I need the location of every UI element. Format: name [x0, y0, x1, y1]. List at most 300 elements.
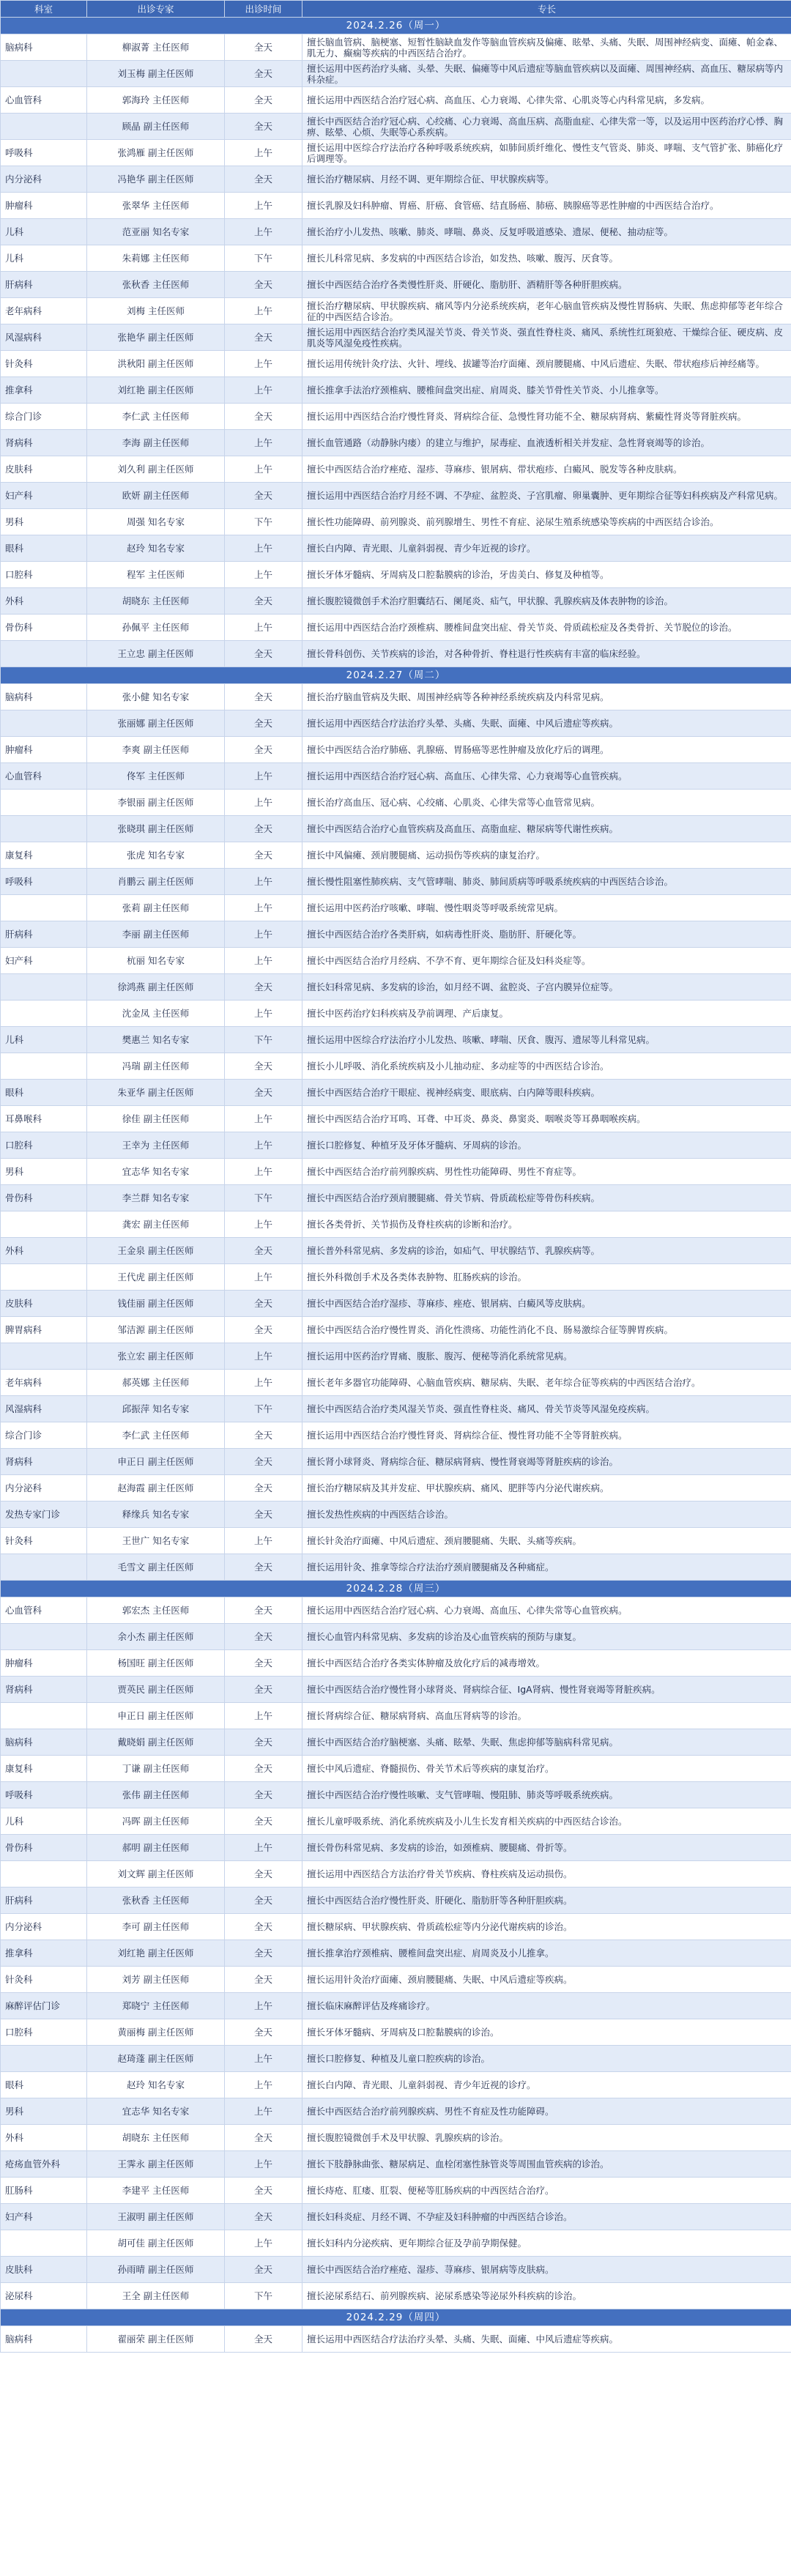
doctor-cell: 李爽 副主任医师	[87, 737, 225, 763]
time-cell: 上午	[225, 921, 302, 948]
specialty-cell: 擅长运用中西医结合疗法治疗头晕、头痛、失眠、面瘫、中风后遗症等疾病。	[302, 2326, 791, 2353]
schedule-row	[1, 1756, 791, 1782]
specialty-cell: 擅长运用中西医结合治疗月经不调、不孕症、盆腔炎、子宫肌瘤、卵巢囊肿、更年期综合征等妇科疾病及产科常见病。	[302, 483, 791, 509]
schedule-row	[1, 737, 791, 763]
schedule-row	[1, 377, 791, 404]
specialty-cell: 擅长中西医结合治疗干眼症、视神经病变、眼底病、白内障等眼科疾病。	[302, 1080, 791, 1106]
time-cell: 上午	[225, 1703, 302, 1729]
dept-cell: 肿瘤科	[1, 737, 87, 763]
time-cell: 上午	[225, 456, 302, 483]
dept-cell: 口腔科	[1, 562, 87, 588]
doctor-cell: 王幸为 主任医师	[87, 1132, 225, 1159]
doctor-cell: 宜志华 知名专家	[87, 2098, 225, 2125]
specialty-cell: 擅长中风后遗症、脊髓损伤、骨关节术后等疾病的康复治疗。	[302, 1756, 791, 1782]
time-cell: 上午	[225, 562, 302, 588]
doctor-cell: 孙佩平 主任医师	[87, 615, 225, 641]
doctor-cell: 朱莉娜 主任医师	[87, 245, 225, 272]
specialty-cell: 擅长中西医结合治疗慢性肝炎、肝硬化、脂肪肝等各种肝胆疾病。	[302, 1888, 791, 1914]
schedule-row	[1, 1396, 791, 1422]
schedule-row	[1, 1291, 791, 1317]
doctor-cell: 肖鹏云 副主任医师	[87, 869, 225, 895]
dept-cell: 耳鼻喉科	[1, 1106, 87, 1132]
schedule-row	[1, 140, 791, 166]
dept-cell: 推拿科	[1, 377, 87, 404]
doctor-cell: 张鸿雁 副主任医师	[87, 140, 225, 166]
specialty-cell: 擅长治疗小儿发热、咳嗽、肺炎、哮喘、鼻炎、反复呼吸道感染、遗尿、便秘、抽动症等。	[302, 219, 791, 245]
doctor-cell: 冯艳华 副主任医师	[87, 166, 225, 193]
time-cell: 全天	[225, 1729, 302, 1756]
time-cell: 上午	[225, 1159, 302, 1185]
specialty-cell: 擅长运用中西医结合治疗冠心病、高血压、心律失常、心力衰竭等心血管疾病。	[302, 763, 791, 790]
schedule-body	[1, 18, 791, 2353]
schedule-row	[1, 895, 791, 921]
doctor-cell: 戴晓娟 副主任医师	[87, 1729, 225, 1756]
time-cell: 全天	[225, 588, 302, 615]
time-cell: 上午	[225, 763, 302, 790]
schedule-row	[1, 1317, 791, 1343]
specialty-cell: 擅长中西医结合治疗肺癌、乳腺癌、胃肠癌等恶性肿瘤及放化疗后的调理。	[302, 737, 791, 763]
specialty-cell: 擅长中西医结合治疗痤疮、湿疹、荨麻疹、银屑病等皮肤病。	[302, 2257, 791, 2283]
dept-cell	[1, 1001, 87, 1027]
schedule-row	[1, 1159, 791, 1185]
dept-cell: 肾病科	[1, 430, 87, 456]
dept-cell: 呼吸科	[1, 869, 87, 895]
date-label: 2024.2.29（周四）	[1, 2309, 791, 2326]
dept-cell: 肛肠科	[1, 2178, 87, 2204]
time-cell: 全天	[225, 2257, 302, 2283]
doctor-cell: 范亚丽 知名专家	[87, 219, 225, 245]
dept-cell: 皮肤科	[1, 456, 87, 483]
time-cell: 全天	[225, 1677, 302, 1703]
dept-cell: 肿瘤科	[1, 193, 87, 219]
time-cell: 全天	[225, 1756, 302, 1782]
time-cell: 全天	[225, 1449, 302, 1475]
time-cell: 全天	[225, 974, 302, 1001]
time-cell: 全天	[225, 1650, 302, 1677]
specialty-cell: 擅长中西医结合治疗类风湿关节炎、强直性脊柱炎、痛风、骨关节炎等风湿免疫疾病。	[302, 1396, 791, 1422]
specialty-cell: 擅长临床麻醉评估及疼痛诊疗。	[302, 1993, 791, 2019]
doctor-cell: 丁谦 副主任医师	[87, 1756, 225, 1782]
specialty-cell: 擅长骨伤科常见病、多发病的诊治，如颈椎病、腰腿痛、骨折等。	[302, 1835, 791, 1861]
time-cell: 上午	[225, 1343, 302, 1370]
doctor-cell: 孙雨晴 副主任医师	[87, 2257, 225, 2283]
dept-cell	[1, 61, 87, 87]
specialty-cell: 擅长乳腺及妇科肿瘤、胃癌、肝癌、食管癌、结直肠癌、肺癌、胰腺癌等恶性肿瘤的中西医结合治疗。	[302, 193, 791, 219]
time-cell: 全天	[225, 1914, 302, 1940]
time-cell: 全天	[225, 2019, 302, 2046]
time-cell: 上午	[225, 615, 302, 641]
dept-cell: 针灸科	[1, 1967, 87, 1993]
schedule-row	[1, 1027, 791, 1053]
doctor-cell: 赵玲 知名专家	[87, 535, 225, 562]
schedule-row	[1, 2072, 791, 2098]
doctor-cell: 李丽 副主任医师	[87, 921, 225, 948]
doctor-cell: 宜志华 知名专家	[87, 1159, 225, 1185]
specialty-cell: 擅长中西医结合治疗前列腺疾病、男性性功能障碍、男性不育症等。	[302, 1159, 791, 1185]
doctor-cell: 张伟 副主任医师	[87, 1782, 225, 1808]
schedule-row	[1, 2230, 791, 2257]
schedule-row	[1, 1967, 791, 1993]
schedule-row	[1, 2098, 791, 2125]
time-cell: 全天	[225, 1861, 302, 1888]
schedule-row	[1, 1211, 791, 1238]
specialty-cell: 擅长中西医结合治疗冠心病、心绞痛、心力衰竭、高血压病、高脂血症、心律失常一等，以及运用中医药治疗心悸、胸痹、眩晕、心烦、失眠等心系疾病。	[302, 114, 791, 140]
specialty-cell: 擅长痔疮、肛瘘、肛裂、便秘等肛肠疾病的中西医结合治疗。	[302, 2178, 791, 2204]
time-cell: 全天	[225, 404, 302, 430]
specialty-cell: 擅长治疗糖尿病、月经不调、更年期综合征、甲状腺疾病等。	[302, 166, 791, 193]
schedule-row	[1, 1053, 791, 1080]
doctor-cell: 郭海玲 主任医师	[87, 87, 225, 114]
specialty-cell: 擅长下肢静脉曲张、糖尿病足、血栓闭塞性脉管炎等周围血管疾病的诊治。	[302, 2151, 791, 2178]
doctor-cell: 郑晓宁 主任医师	[87, 1993, 225, 2019]
schedule-row	[1, 87, 791, 114]
doctor-cell: 张虎 知名专家	[87, 842, 225, 869]
specialty-cell: 擅长中西医结合治疗慢性胃炎、消化性溃疡、功能性消化不良、肠易激综合征等脾胃疾病。	[302, 1317, 791, 1343]
schedule-row	[1, 948, 791, 974]
time-cell: 上午	[225, 377, 302, 404]
schedule-row	[1, 404, 791, 430]
schedule-row	[1, 34, 791, 61]
time-cell: 上午	[225, 1528, 302, 1554]
schedule-row	[1, 1597, 791, 1624]
dept-cell: 综合门诊	[1, 1422, 87, 1449]
dept-cell: 麻醉评估门诊	[1, 1993, 87, 2019]
doctor-cell: 郝明 副主任医师	[87, 1835, 225, 1861]
specialty-cell: 擅长外科微创手术及各类体表肿物、肛肠疾病的诊治。	[302, 1264, 791, 1291]
doctor-cell: 刘久利 副主任医师	[87, 456, 225, 483]
doctor-cell: 李仁武 主任医师	[87, 1422, 225, 1449]
time-cell: 全天	[225, 1317, 302, 1343]
specialty-cell: 擅长运用针灸治疗面瘫、颈肩腰腿痛、失眠、中风后遗症等疾病。	[302, 1967, 791, 1993]
doctor-cell: 杨国旺 副主任医师	[87, 1650, 225, 1677]
specialty-cell: 擅长运用中西医结合治疗冠心病、高血压、心力衰竭、心律失常、心肌炎等心内科常见病，多发病。	[302, 87, 791, 114]
dept-cell	[1, 1554, 87, 1581]
date-row	[1, 2309, 791, 2326]
time-cell: 全天	[225, 87, 302, 114]
schedule-row	[1, 324, 791, 351]
doctor-cell: 洪秋阳 副主任医师	[87, 351, 225, 377]
doctor-cell: 张秋香 主任医师	[87, 272, 225, 298]
schedule-row	[1, 535, 791, 562]
specialty-cell: 擅长运用中西医结合治疗冠心病、心力衰竭、高血压、心律失常等心血管疾病。	[302, 1597, 791, 1624]
specialty-cell: 擅长运用中西医结合疗法治疗头晕、头痛、失眠、面瘫、中风后遗症等疾病。	[302, 710, 791, 737]
time-cell: 全天	[225, 816, 302, 842]
specialty-cell: 擅长推拿手法治疗颈椎病、腰椎间盘突出症、肩周炎、膝关节骨性关节炎、小儿推拿等。	[302, 377, 791, 404]
time-cell: 上午	[225, 140, 302, 166]
schedule-row	[1, 588, 791, 615]
schedule-row	[1, 2178, 791, 2204]
dept-cell	[1, 1053, 87, 1080]
dept-cell: 老年病科	[1, 1370, 87, 1396]
schedule-row	[1, 1914, 791, 1940]
doctor-cell: 赵琦蓬 副主任医师	[87, 2046, 225, 2072]
time-cell: 全天	[225, 1597, 302, 1624]
time-cell: 全天	[225, 1291, 302, 1317]
time-cell: 全天	[225, 842, 302, 869]
specialty-cell: 擅长糖尿病、甲状腺疾病、骨质疏松症等内分泌代谢疾病的诊治。	[302, 1914, 791, 1940]
specialty-cell: 擅长血管通路（动静脉内瘘）的建立与维护，尿毒症、血液透析相关并发症、急性肾衰竭等的诊治。	[302, 430, 791, 456]
schedule-row	[1, 2204, 791, 2230]
time-cell: 全天	[225, 1888, 302, 1914]
dept-cell: 脑病科	[1, 34, 87, 61]
time-cell: 上午	[225, 948, 302, 974]
dept-cell	[1, 1211, 87, 1238]
dept-cell: 妇产科	[1, 483, 87, 509]
specialty-cell: 擅长中西医结合治疗各类慢性肝炎、肝硬化、脂肪肝、酒精肝等各种肝胆疾病。	[302, 272, 791, 298]
specialty-cell: 擅长运用中西医结合方法治疗骨关节疾病、脊柱疾病及运动损伤。	[302, 1861, 791, 1888]
doctor-cell: 朱亚华 副主任医师	[87, 1080, 225, 1106]
specialty-cell: 擅长中风偏瘫、颈肩腰腿痛、运动损伤等疾病的康复治疗。	[302, 842, 791, 869]
doctor-cell: 王世广 知名专家	[87, 1528, 225, 1554]
specialty-cell: 擅长中西医结合治疗各类肝病，如病毒性肝炎、脂肪肝、肝硬化等。	[302, 921, 791, 948]
dept-cell: 康复科	[1, 1756, 87, 1782]
doctor-cell: 张丽娜 副主任医师	[87, 710, 225, 737]
doctor-cell: 李兰群 知名专家	[87, 1185, 225, 1211]
time-cell: 全天	[225, 1808, 302, 1835]
specialty-cell: 擅长运用中西医结合治疗慢性肾炎、肾病综合征、慢性肾功能不全等肾脏疾病。	[302, 1422, 791, 1449]
time-cell: 全天	[225, 34, 302, 61]
schedule-row	[1, 615, 791, 641]
time-cell: 上午	[225, 430, 302, 456]
doctor-cell: 张秋香 主任医师	[87, 1888, 225, 1914]
time-cell: 下午	[225, 1185, 302, 1211]
dept-cell: 眼科	[1, 535, 87, 562]
time-cell: 下午	[225, 509, 302, 535]
time-cell: 全天	[225, 684, 302, 710]
dept-cell: 外科	[1, 588, 87, 615]
time-cell: 下午	[225, 245, 302, 272]
specialty-cell: 擅长腹腔镜微创手术治疗胆囊结石、阑尾炎、疝气，甲状腺、乳腺疾病及体表肿物的诊治。	[302, 588, 791, 615]
specialty-cell: 擅长中西医结合治疗前列腺疾病、男性不育症及性功能障碍。	[302, 2098, 791, 2125]
schedule-row	[1, 351, 791, 377]
schedule-row	[1, 1888, 791, 1914]
schedule-row	[1, 1808, 791, 1835]
specialty-cell: 擅长运用中医药治疗咳嗽、哮喘、慢性咽炎等呼吸系统常见病。	[302, 895, 791, 921]
doctor-cell: 胡可佳 副主任医师	[87, 2230, 225, 2257]
specialty-cell: 擅长运用中医综合疗法治疗各种呼吸系统疾病，如肺间质纤维化、慢性支气管炎、肺炎、哮喘、支气管扩张、肺癌化疗后调理等。	[302, 140, 791, 166]
schedule-row	[1, 1729, 791, 1756]
dept-cell: 眼科	[1, 1080, 87, 1106]
doctor-cell: 李仁武 主任医师	[87, 404, 225, 430]
dept-cell: 针灸科	[1, 1528, 87, 1554]
schedule-row	[1, 430, 791, 456]
date-label: 2024.2.27（周二）	[1, 667, 791, 684]
dept-cell: 肝病科	[1, 272, 87, 298]
dept-cell	[1, 1703, 87, 1729]
schedule-row	[1, 1343, 791, 1370]
specialty-cell: 擅长运用中医药治疗胃痛、腹胀、腹泻、便秘等消化系统常见病。	[302, 1343, 791, 1370]
schedule-row	[1, 114, 791, 140]
dept-cell: 脑病科	[1, 2326, 87, 2353]
schedule-row	[1, 509, 791, 535]
doctor-cell: 张立宏 副主任医师	[87, 1343, 225, 1370]
schedule-row	[1, 2019, 791, 2046]
schedule-row	[1, 1264, 791, 1291]
dept-cell	[1, 1861, 87, 1888]
time-cell: 全天	[225, 641, 302, 667]
schedule-row	[1, 61, 791, 87]
dept-cell: 老年病科	[1, 298, 87, 324]
doctor-cell: 欧妍 副主任医师	[87, 483, 225, 509]
doctor-cell: 黄丽梅 副主任医师	[87, 2019, 225, 2046]
time-cell: 上午	[225, 1001, 302, 1027]
schedule-row	[1, 245, 791, 272]
specialty-cell: 擅长白内障、青光眼、儿童斜弱视、青少年近视的诊疗。	[302, 535, 791, 562]
specialty-cell: 擅长运用中医综合疗法治疗小儿发热、咳嗽、哮喘、厌食、腹泻、遗尿等儿科常见病。	[302, 1027, 791, 1053]
time-cell: 全天	[225, 1624, 302, 1650]
specialty-cell: 擅长脑血管病、脑梗塞、短暂性脑缺血发作等脑血管疾病及偏瘫、眩晕、头痛、失眠、周围神经病变、面瘫、帕金森、肌无力、癫痫等疾病的中西医结合治疗。	[302, 34, 791, 61]
doctor-cell: 刘红艳 副主任医师	[87, 1940, 225, 1967]
schedule-row	[1, 1624, 791, 1650]
doctor-cell: 张晓琪 副主任医师	[87, 816, 225, 842]
doctor-cell: 李可 副主任医师	[87, 1914, 225, 1940]
specialty-cell: 擅长治疗脑血管病及失眠、周围神经病等各种神经系统疾病及内科常见病。	[302, 684, 791, 710]
schedule-row	[1, 1238, 791, 1264]
dept-cell: 男科	[1, 2098, 87, 2125]
specialty-cell: 擅长中西医结合治疗慢性肾小球肾炎、肾病综合征、IgA肾病、慢性肾衰竭等肾脏疾病。	[302, 1677, 791, 1703]
doctor-cell: 郭宏杰 主任医师	[87, 1597, 225, 1624]
doctor-cell: 周强 知名专家	[87, 509, 225, 535]
time-cell: 全天	[225, 2125, 302, 2151]
dept-cell: 口腔科	[1, 1132, 87, 1159]
specialty-cell: 擅长中西医结合治疗颈肩腰腿痛、骨关节病、骨质疏松症等骨伤科疾病。	[302, 1185, 791, 1211]
time-cell: 上午	[225, 535, 302, 562]
schedule-row	[1, 684, 791, 710]
time-cell: 全天	[225, 1554, 302, 1581]
time-cell: 上午	[225, 351, 302, 377]
schedule-row	[1, 2257, 791, 2283]
schedule-row	[1, 456, 791, 483]
specialty-cell: 擅长肾小球肾炎、肾病综合征、糖尿病肾病、慢性肾衰竭等肾脏疾病的诊治。	[302, 1449, 791, 1475]
specialty-cell: 擅长白内障、青光眼、儿童斜弱视、青少年近视的诊疗。	[302, 2072, 791, 2098]
time-cell: 上午	[225, 869, 302, 895]
dept-cell: 骨伤科	[1, 615, 87, 641]
time-cell: 上午	[225, 1132, 302, 1159]
time-cell: 上午	[225, 1993, 302, 2019]
schedule-row	[1, 869, 791, 895]
specialty-cell: 擅长老年多器官功能障碍、心脑血管疾病、糖尿病、失眠、老年综合征等疾病的中西医结合治疗。	[302, 1370, 791, 1396]
schedule-row	[1, 2326, 791, 2353]
time-cell: 全天	[225, 2204, 302, 2230]
dept-cell: 儿科	[1, 219, 87, 245]
doctor-cell: 杭丽 知名专家	[87, 948, 225, 974]
time-cell: 全天	[225, 1502, 302, 1528]
specialty-cell: 擅长运用中西医结合治疗类风湿关节炎、骨关节炎、强直性脊柱炎、痛风、系统性红斑狼疮、干燥综合征、硬皮病、皮肌炎等风湿免疫性疾病。	[302, 324, 791, 351]
dept-cell: 心血管科	[1, 763, 87, 790]
doctor-cell: 刘芳 副主任医师	[87, 1967, 225, 1993]
header-doctor: 出诊专家	[87, 1, 225, 18]
dept-cell: 推拿科	[1, 1940, 87, 1967]
date-row	[1, 667, 791, 684]
doctor-cell: 冯晖 副主任医师	[87, 1808, 225, 1835]
dept-cell: 妇产科	[1, 2204, 87, 2230]
schedule-row	[1, 1650, 791, 1677]
doctor-cell: 胡晓东 主任医师	[87, 2125, 225, 2151]
dept-cell: 脑病科	[1, 1729, 87, 1756]
schedule-row	[1, 710, 791, 737]
doctor-cell: 徐鸿燕 副主任医师	[87, 974, 225, 1001]
dept-cell: 脑病科	[1, 684, 87, 710]
doctor-cell: 张莉 副主任医师	[87, 895, 225, 921]
specialty-cell: 擅长运用传统针灸疗法、火针、埋线、拔罐等治疗面瘫、颈肩腰腿痛、中风后遗症、失眠、带状疱疹后神经痛等。	[302, 351, 791, 377]
schedule-row	[1, 921, 791, 948]
date-row	[1, 1581, 791, 1597]
doctor-cell: 张小健 知名专家	[87, 684, 225, 710]
specialty-cell: 擅长针灸治疗面瘫、中风后遗症、颈肩腰腿痛、失眠、头痛等疾病。	[302, 1528, 791, 1554]
schedule-row	[1, 1861, 791, 1888]
schedule-row	[1, 1940, 791, 1967]
time-cell: 上午	[225, 2072, 302, 2098]
date-row	[1, 18, 791, 34]
dept-cell: 口腔科	[1, 2019, 87, 2046]
doctor-cell: 余小杰 副主任医师	[87, 1624, 225, 1650]
doctor-cell: 佟军 主任医师	[87, 763, 225, 790]
dept-cell: 皮肤科	[1, 1291, 87, 1317]
doctor-cell: 张翠华 主任医师	[87, 193, 225, 219]
schedule-row	[1, 2151, 791, 2178]
specialty-cell: 擅长中西医结合治疗月经病、不孕不育、更年期综合征及妇科炎症等。	[302, 948, 791, 974]
doctor-cell: 程军 主任医师	[87, 562, 225, 588]
doctor-cell: 申正日 副主任医师	[87, 1703, 225, 1729]
specialty-cell: 擅长治疗高血压、冠心病、心绞痛、心肌炎、心律失常等心血管常见病。	[302, 790, 791, 816]
doctor-cell: 申正日 副主任医师	[87, 1449, 225, 1475]
header-time: 出诊时间	[225, 1, 302, 18]
doctor-cell: 胡晓东 主任医师	[87, 588, 225, 615]
time-cell: 全天	[225, 1940, 302, 1967]
specialty-cell: 擅长腹腔镜微创手术及甲状腺、乳腺疾病的诊治。	[302, 2125, 791, 2151]
schedule-row	[1, 1782, 791, 1808]
dept-cell	[1, 974, 87, 1001]
dept-cell: 风湿病科	[1, 1396, 87, 1422]
specialty-cell: 擅长妇科常见病、多发病的诊治，如月经不调、盆腔炎、子宫内膜异位症等。	[302, 974, 791, 1001]
schedule-row	[1, 1080, 791, 1106]
specialty-cell: 擅长中西医结合治疗脑梗塞、头痛、眩晕、失眠、焦虑抑郁等脑病科常见病。	[302, 1729, 791, 1756]
time-cell: 全天	[225, 1422, 302, 1449]
time-cell: 全天	[225, 1238, 302, 1264]
specialty-cell: 擅长妇科内分泌疾病、更年期综合征及孕前孕期保健。	[302, 2230, 791, 2257]
specialty-cell: 擅长牙体牙髓病、牙周病及口腔黏膜病的诊治。	[302, 2019, 791, 2046]
specialty-cell: 擅长运用中医药治疗头痛、头晕、失眠、偏瘫等中风后遗症等脑血管疾病以及面瘫、周围神经病、高血压、糖尿病等内科杂症。	[302, 61, 791, 87]
doctor-cell: 王全 副主任医师	[87, 2283, 225, 2309]
dept-cell: 男科	[1, 509, 87, 535]
doctor-cell: 刘玉梅 副主任医师	[87, 61, 225, 87]
doctor-cell: 樊惠兰 知名专家	[87, 1027, 225, 1053]
schedule-row	[1, 166, 791, 193]
time-cell: 上午	[225, 1370, 302, 1396]
specialty-cell: 擅长治疗糖尿病及其并发症、甲状腺疾病、痛风、肥胖等内分泌代谢疾病。	[302, 1475, 791, 1502]
time-cell: 全天	[225, 1080, 302, 1106]
doctor-cell: 邱振萍 知名专家	[87, 1396, 225, 1422]
time-cell: 全天	[225, 1475, 302, 1502]
schedule-row	[1, 1422, 791, 1449]
schedule-row	[1, 483, 791, 509]
specialty-cell: 擅长性功能障碍、前列腺炎、前列腺增生、男性不育症、泌尿生殖系统感染等疾病的中西医结合诊治。	[302, 509, 791, 535]
dept-cell: 外科	[1, 1238, 87, 1264]
schedule-row	[1, 1835, 791, 1861]
dept-cell: 肝病科	[1, 1888, 87, 1914]
dept-cell: 儿科	[1, 245, 87, 272]
doctor-cell: 李海 副主任医师	[87, 430, 225, 456]
schedule-row	[1, 298, 791, 324]
specialty-cell: 擅长肾病综合征、糖尿病肾病、高血压肾病等的诊治。	[302, 1703, 791, 1729]
specialty-cell: 擅长中西医结合治疗耳鸣、耳聋、中耳炎、鼻炎、鼻窦炎、咽喉炎等耳鼻咽喉疾病。	[302, 1106, 791, 1132]
time-cell: 全天	[225, 710, 302, 737]
schedule-row	[1, 1554, 791, 1581]
dept-cell: 肾病科	[1, 1449, 87, 1475]
dept-cell	[1, 790, 87, 816]
specialty-cell: 擅长中西医结合治疗心血管疾病及高血压、高脂血症、糖尿病等代谢性疾病。	[302, 816, 791, 842]
time-cell: 上午	[225, 1835, 302, 1861]
